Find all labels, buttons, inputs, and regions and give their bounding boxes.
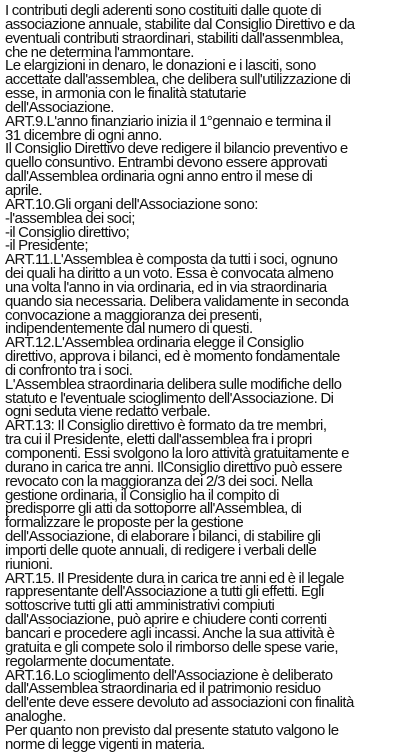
text-line: predisporre gli atti da sottoporre all'Assemblea, di	[5, 500, 302, 518]
text-line: durano in carica tre anni. IlConsiglio direttivo può essere	[5, 458, 343, 476]
text-line: aprile.	[5, 181, 43, 199]
text-line: direttivo, approva i bilanci, ed è momento fondamentale	[5, 348, 340, 366]
text-line: dell'Associazione.	[5, 98, 114, 116]
article-9-heading-line: ART.9.L'anno finanziario inizia il 1°gennaio e termina il	[5, 112, 331, 130]
text-line: importi delle quote annuali, di redigere i verbali delle	[5, 541, 317, 559]
text-line: regolarmente documentate.	[5, 652, 175, 670]
text-line: norme di legge vigenti in materia.	[5, 735, 205, 753]
text-line: riunioni.	[5, 555, 53, 573]
text-line: dell'ente deve essere devoluto ad associazioni con finalità	[5, 694, 354, 712]
text-line: componenti. Essi svolgono la loro attività gratuitamente e	[5, 445, 349, 462]
article-15-heading-line: ART.15. Il Presidente dura in carica tre anni ed è il legale	[5, 569, 344, 587]
text-line: indipendentemente dal numero di questi.	[5, 320, 253, 338]
text-line: associazione annuale, stabilite dal Consiglio Direttivo e da	[5, 15, 355, 33]
text-line: dei quali ha diritto a un voto. Essa è convocata almeno	[5, 265, 334, 283]
text-line: tra cui il Presidente, eletti dall'assemblea fra i propri	[5, 431, 312, 449]
text-line: 31 dicembre di ogni anno.	[5, 126, 162, 144]
text-line: revocato con la maggioranza dei 2/3 dei soci. Nella	[5, 472, 313, 490]
text-line: statuto e l'eventuale scioglimento dell'Associazione. Di	[5, 389, 334, 407]
text-line: L'Assemblea straordinaria delibera sulle modifiche dello	[5, 375, 342, 393]
list-item: -il Presidente;	[5, 237, 88, 255]
article-12-heading-line: ART.12.L'Assemblea ordinaria elegge il Consiglio	[5, 334, 304, 352]
text-line: bancari e procedere agli incassi. Anche la sua attività è	[5, 624, 335, 642]
text-line: analoghe.	[5, 708, 66, 726]
text-line: gratuita e gli compete solo il rimborso delle spese varie,	[5, 638, 338, 656]
text-line: formalizzare le proposte per la gestione	[5, 514, 244, 532]
text-line: dall'Assemblea ordinaria ogni anno entro il mese di	[5, 168, 313, 186]
article-10-heading-line: ART.10.Gli organi dell'Associazione sono:	[5, 195, 258, 213]
list-item: -il Consiglio direttivo;	[5, 223, 130, 241]
text-line: I contributi degli aderenti sono costituiti dalle quote di	[5, 2, 321, 19]
text-line: quando sia necessaria. Delibera validamente in seconda	[5, 292, 349, 310]
text-line: accettate dall'assemblea, che delibera sull'utilizzazione di	[5, 71, 351, 89]
text-line: convocazione a maggioranza dei presenti,	[5, 306, 263, 324]
text-line: gestione ordinaria, il Consiglio ha il compito di	[5, 486, 279, 504]
text-line: dell'Associazione, di elaborare i bilanci, di stabilire gli	[5, 528, 321, 546]
text-line: sottoscrive tutti gli atti amministrativi compiuti	[5, 597, 275, 615]
text-line: una volta l'anno in via ordinaria, ed in via straordinaria	[5, 278, 327, 296]
text-line: dall'Assemblea straordinaria ed il patrimonio residuo	[5, 680, 321, 698]
text-line: Per quanto non previsto dal presente statuto valgono le	[5, 721, 339, 739]
text-line: dall'Associazione, può aprire e chiudere conti correnti	[5, 611, 327, 629]
text-line: esse, in armonia con le finalità statutarie	[5, 85, 246, 103]
text-line: che ne determina l'ammontare.	[5, 43, 194, 61]
text-line: Le elargizioni in denaro, le donazioni e i lasciti, sono	[5, 57, 316, 75]
text-line: rappresentante dell'Associazione a tutti gli effetti. Egli	[5, 583, 324, 601]
text-line: ogni seduta viene redatto verbale.	[5, 403, 211, 421]
text-line: Il Consiglio Direttivo deve redigere il bilancio preventivo e	[5, 140, 348, 158]
list-item: -l'assemblea dei soci;	[5, 209, 135, 227]
text-line: eventuali contributi straordinari, stabiliti dall'assenmblea,	[5, 29, 344, 47]
text-line: quello consuntivo. Entrambi devono essere approvati	[5, 154, 328, 172]
article-13-heading-line: ART.13: Il Consiglio direttivo è formato da tre membri,	[5, 417, 327, 435]
text-line: di confronto tra i soci.	[5, 361, 133, 379]
article-11-heading-line: ART.11.L'Assemblea è composta da tutti i soci, ognuno	[5, 251, 338, 269]
article-16-heading-line: ART.16.Lo scioglimento dell'Associazione è deliberato	[5, 666, 333, 684]
document-body	[5, 4, 401, 752]
